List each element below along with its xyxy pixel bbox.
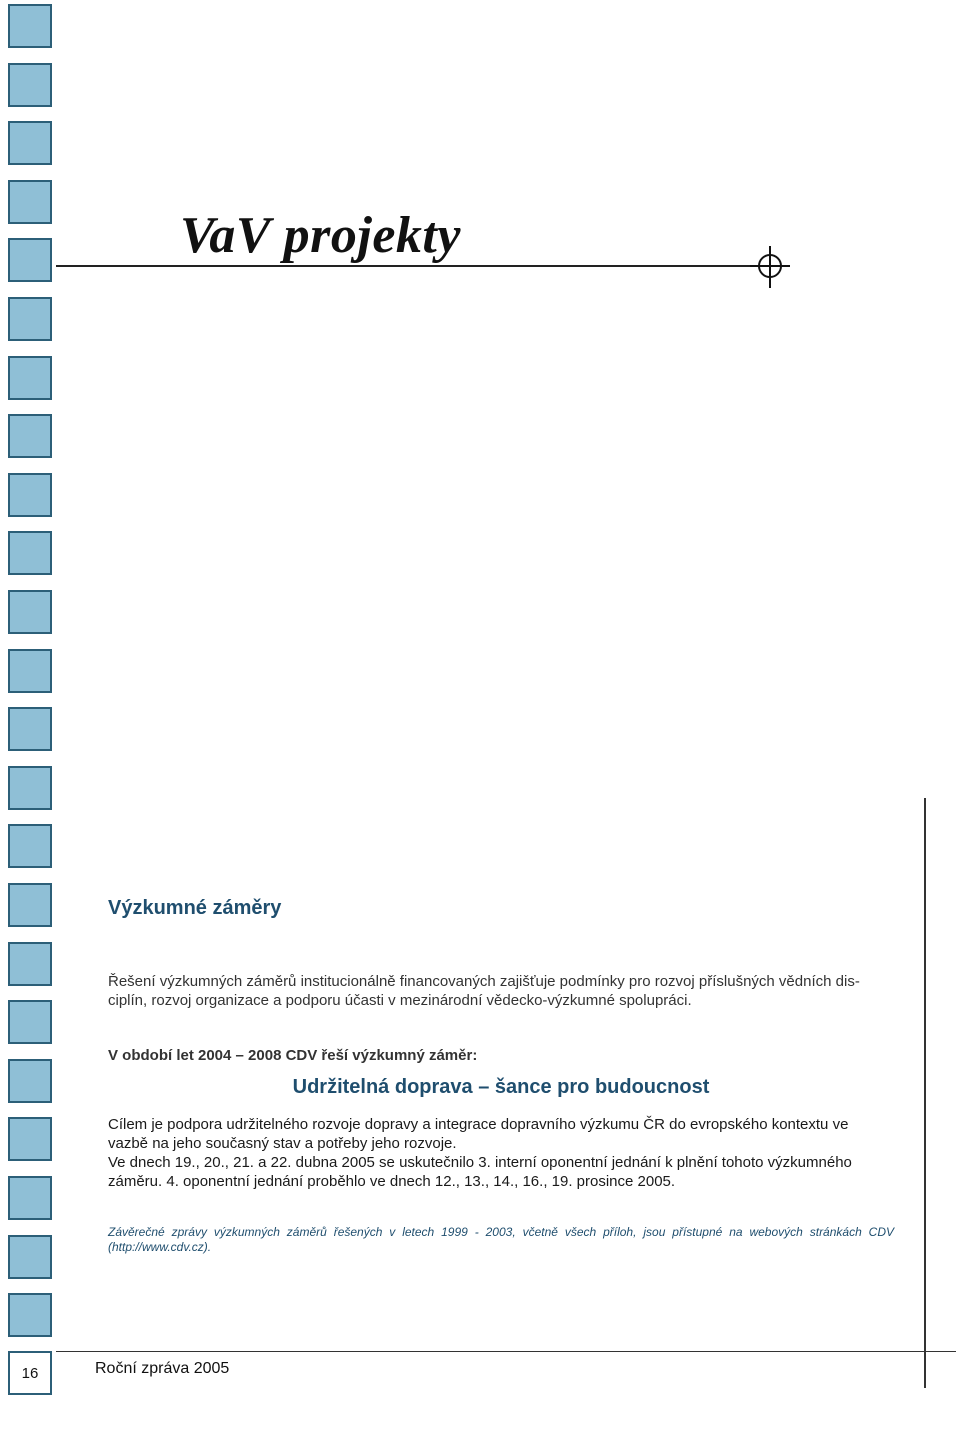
decorative-square bbox=[8, 1235, 52, 1279]
decorative-square bbox=[8, 824, 52, 868]
decorative-square bbox=[8, 297, 52, 341]
decorative-square bbox=[8, 1293, 52, 1337]
footer-rule bbox=[56, 1351, 956, 1352]
decorative-square-column bbox=[0, 0, 60, 1445]
page-number: 16 bbox=[8, 1351, 52, 1395]
intro-line: ciplín, rozvoj organizace a podporu účasti v mezinárodní vědecko-výzkumné spolupráci. bbox=[108, 992, 692, 1009]
decorative-square bbox=[8, 707, 52, 751]
project-title: Udržitelná doprava – šance pro budoucnost bbox=[292, 1076, 710, 1098]
intro-line: Řešení výzkumných záměrů institucionálně financovaných zajišťuje podmínky pro rozvoj příslušných vědních dis- bbox=[108, 973, 860, 990]
right-margin-rule bbox=[924, 798, 926, 1388]
decorative-square bbox=[8, 883, 52, 927]
decorative-square bbox=[8, 356, 52, 400]
intro-paragraph bbox=[108, 972, 894, 1010]
decorative-square bbox=[8, 1117, 52, 1161]
body-line: Cílem je podpora udržitelného rozvoje dopravy a integrace dopravního výzkumu ČR do evropského kontextu ve bbox=[108, 1116, 849, 1133]
decorative-square bbox=[8, 942, 52, 986]
decorative-square bbox=[8, 1176, 52, 1220]
body-line: vazbě na jeho současný stav a potřeby jeho rozvoje. bbox=[108, 1135, 457, 1152]
body-line: Ve dnech 19., 20., 21. a 22. dubna 2005 se uskutečnilo 3. interní oponentní jednání k plnění tohoto výzkumného bbox=[108, 1154, 852, 1171]
decorative-square bbox=[8, 414, 52, 458]
decorative-square bbox=[8, 766, 52, 810]
page-title: VaV projekty bbox=[180, 207, 461, 264]
body-line: záměru. 4. oponentní jednání proběhlo ve dnech 12., 13., 14., 16., 19. prosince 2005. bbox=[108, 1173, 676, 1190]
footer-publication: Roční zpráva 2005 bbox=[95, 1360, 230, 1377]
decorative-square bbox=[8, 121, 52, 165]
decorative-square bbox=[8, 649, 52, 693]
decorative-square bbox=[8, 590, 52, 634]
section-heading: Výzkumné záměry bbox=[108, 897, 282, 919]
decorative-square bbox=[8, 473, 52, 517]
decorative-square bbox=[8, 4, 52, 48]
decorative-square bbox=[8, 1000, 52, 1044]
decorative-square bbox=[8, 1059, 52, 1103]
period-lead: V období let 2004 – 2008 CDV řeší výzkumný záměr: bbox=[108, 1047, 478, 1064]
project-paragraph bbox=[108, 1115, 894, 1191]
title-rule bbox=[56, 265, 790, 267]
decorative-square bbox=[8, 180, 52, 224]
reports-note: Závěrečné zprávy výzkumných záměrů řešených v letech 1999 - 2003, včetně všech příloh, jsou přístupné na webových stránkách CDV (http://www.cdv.cz). bbox=[108, 1225, 894, 1254]
decorative-square bbox=[8, 531, 52, 575]
decorative-square bbox=[8, 238, 52, 282]
crosshair-icon bbox=[750, 246, 792, 288]
decorative-square bbox=[8, 63, 52, 107]
